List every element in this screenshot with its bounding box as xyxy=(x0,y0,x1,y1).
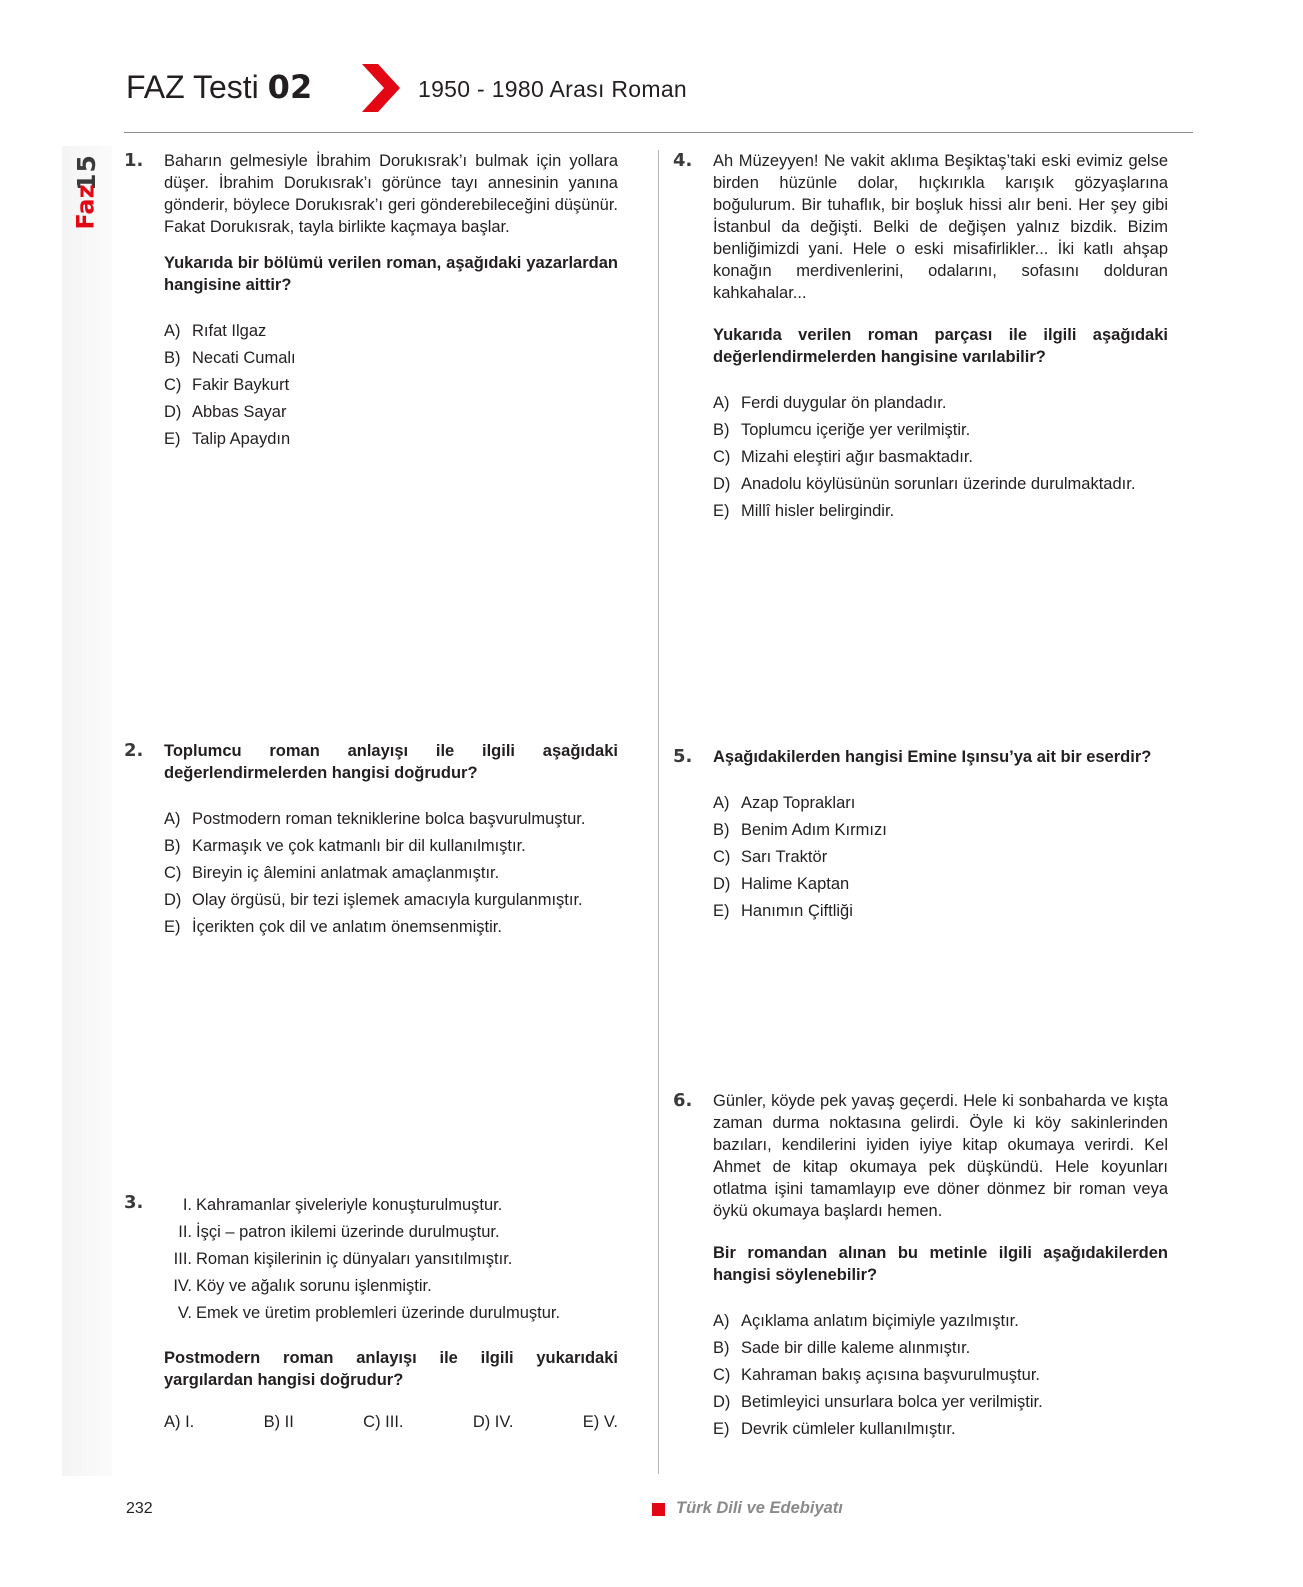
question-number: 1. xyxy=(124,150,144,171)
title-number: 02 xyxy=(267,68,313,106)
question-stem: Baharın gelmesiyle İbrahim Dorukısrak’ı bulmak için yollara düşer. İbrahim Dorukısrak’ı görünce tayı annesinin yanına gönderir, böylece Dorukısrak’ı geri gönderebileceğini düşünür. Fakat Dorukısrak, tayla birlikte kaçmaya başlar. xyxy=(164,152,618,236)
option-e[interactable]: E) Millî hisler belirgindir. xyxy=(713,502,895,520)
option-c[interactable]: C) Fakir Baykurt xyxy=(164,376,290,394)
page-number: 232 xyxy=(126,1500,153,1517)
question-4 xyxy=(673,150,1168,525)
option-d[interactable]: D) Betimleyici unsurlara bolca yer verilmiştir. xyxy=(713,1393,1043,1411)
footer-subject: Türk Dili ve Edebiyatı xyxy=(676,1499,843,1517)
option-b[interactable]: B) Karmaşık ve çok katmanlı bir dil kullanılmıştır. xyxy=(164,837,526,855)
side-band xyxy=(62,146,112,1476)
question-1 xyxy=(124,150,618,453)
option-a[interactable]: A) Ferdi duygular ön plandadır. xyxy=(713,394,947,412)
title-prefix: FAZ Testi xyxy=(126,69,259,105)
statement-item: IV. Köy ve ağalık sorunu işlenmiştir. xyxy=(173,1277,432,1295)
statement-item: I. Kahramanlar şiveleriyle konuşturulmuştur. xyxy=(182,1196,503,1214)
question-stem: Günler, köyde pek yavaş geçerdi. Hele ki sonbaharda ve kışta zaman durma noktasına gelirdi. Öyle ki köy sakinlerinden bazıları, kendilerini iyiden iyiye kitap okumaya verirdi. Kel Ahmet de kitap okumaya pek düşkündü. Hele koyunları otlatma işini tamamlayıp eve döner dönmez bir roman veya öykü okumaya başlardı hemen. xyxy=(713,1092,1168,1220)
header-divider xyxy=(124,132,1193,133)
option-b[interactable]: B) Sade bir dille kaleme alınmıştır. xyxy=(713,1339,971,1357)
statement-item: III. Roman kişilerinin iç dünyaları yansıtılmıştır. xyxy=(173,1250,513,1268)
option-a[interactable]: A) Azap Toprakları xyxy=(713,794,856,812)
question-prompt: Bir romandan alınan bu metinle ilgili aşağıdakilerden hangisi söylenebilir? xyxy=(713,1244,1168,1284)
question-number: 3. xyxy=(124,1192,144,1213)
column-divider xyxy=(658,150,659,1474)
option-a[interactable]: A) Postmodern roman tekniklerine bolca başvurulmuştur. xyxy=(164,810,586,828)
question-number: 2. xyxy=(124,740,144,761)
question-prompt: Yukarıda verilen roman parçası ile ilgili aşağıdaki değerlendirmelerden hangisine varılabilir? xyxy=(713,326,1168,366)
statement-item: II. İşçi – patron ikilemi üzerinde durulmuştur. xyxy=(178,1223,500,1241)
side-number: 15 xyxy=(71,154,101,191)
question-5 xyxy=(673,746,1168,925)
option-b[interactable]: B) Benim Adım Kırmızı xyxy=(713,821,887,839)
option-e[interactable]: E) Talip Apaydın xyxy=(164,430,291,448)
option-a[interactable]: A) Açıklama anlatım biçimiyle yazılmıştır. xyxy=(713,1312,1019,1330)
inline-options xyxy=(164,1409,618,1436)
option-b[interactable]: B) II xyxy=(263,1413,294,1431)
option-b[interactable]: B) Toplumcu içeriğe yer verilmiştir. xyxy=(713,421,971,439)
option-c[interactable]: C) Bireyin iç âlemini anlatmak amaçlanmıştır. xyxy=(164,864,500,882)
question-prompt: Toplumcu roman anlayışı ile ilgili aşağıdaki değerlendirmelerden hangisi doğrudur? xyxy=(164,742,618,782)
option-e[interactable]: E) V. xyxy=(582,1413,618,1431)
side-label: Faz xyxy=(72,184,100,230)
option-c[interactable]: C) Mizahi eleştiri ağır basmaktadır. xyxy=(713,448,974,466)
question-number: 5. xyxy=(673,746,693,767)
statement-list xyxy=(164,1192,618,1327)
option-c[interactable]: C) III. xyxy=(363,1413,404,1431)
option-d[interactable]: D) IV. xyxy=(472,1413,514,1431)
option-a[interactable]: A) I. xyxy=(164,1413,195,1431)
question-number: 4. xyxy=(673,150,693,171)
option-d[interactable]: D) Anadolu köylüsünün sorunları üzerinde durulmaktadır. xyxy=(713,475,1136,493)
option-c[interactable]: C) Sarı Traktör xyxy=(713,848,828,866)
question-prompt: Aşağıdakilerden hangisi Emine Işınsu’ya ait bir eserdir? xyxy=(713,748,1152,766)
option-e[interactable]: E) Devrik cümleler kullanılmıştır. xyxy=(713,1420,956,1438)
option-d[interactable]: D) Olay örgüsü, bir tezi işlemek amacıyla kurgulanmıştır. xyxy=(164,891,583,909)
option-e[interactable]: E) İçerikten çok dil ve anlatım önemsenmiştir. xyxy=(164,918,502,936)
question-2 xyxy=(124,740,618,941)
square-bullet-icon xyxy=(652,1503,665,1516)
page-title xyxy=(126,68,312,106)
option-e[interactable]: E) Hanımın Çiftliği xyxy=(713,902,853,920)
option-b[interactable]: B) Necati Cumalı xyxy=(164,349,296,367)
option-d[interactable]: D) Abbas Sayar xyxy=(164,403,287,421)
side-tag xyxy=(56,150,116,250)
question-6 xyxy=(673,1090,1168,1443)
question-prompt: Yukarıda bir bölümü verilen roman, aşağıdaki yazarlardan hangisine aittir? xyxy=(164,254,618,294)
page-subtitle: 1950 - 1980 Arası Roman xyxy=(418,76,688,102)
option-c[interactable]: C) Kahraman bakış açısına başvurulmuştur. xyxy=(713,1366,1040,1384)
question-number: 6. xyxy=(673,1090,693,1111)
question-3 xyxy=(124,1192,618,1436)
question-stem: Ah Müzeyyen! Ne vakit aklıma Beşiktaş’taki eski evimiz gelse birden hüzünle dolar, hıçkırıkla karışık gözyaşlarına boğulurum. Bir tuhaflık, bir boşluk hissi alır beni. Her şey gibi İstanbul da değişti. Belki de değişen yalnız bizdik. Bizim benliğimizdi yani. Hele o eski misafirlikler... İki katlı ahşap konağın merdivenlerini, odalarını, sofasını dolduran kahkahalar... xyxy=(713,152,1168,302)
statement-item: V. Emek ve üretim problemleri üzerinde durulmuştur. xyxy=(177,1304,561,1322)
chevron-right-icon xyxy=(362,64,400,112)
option-a[interactable]: A) Rıfat Ilgaz xyxy=(164,322,267,340)
question-prompt: Postmodern roman anlayışı ile ilgili yukarıdaki yargılardan hangisi doğrudur? xyxy=(164,1349,618,1389)
option-d[interactable]: D) Halime Kaptan xyxy=(713,875,850,893)
